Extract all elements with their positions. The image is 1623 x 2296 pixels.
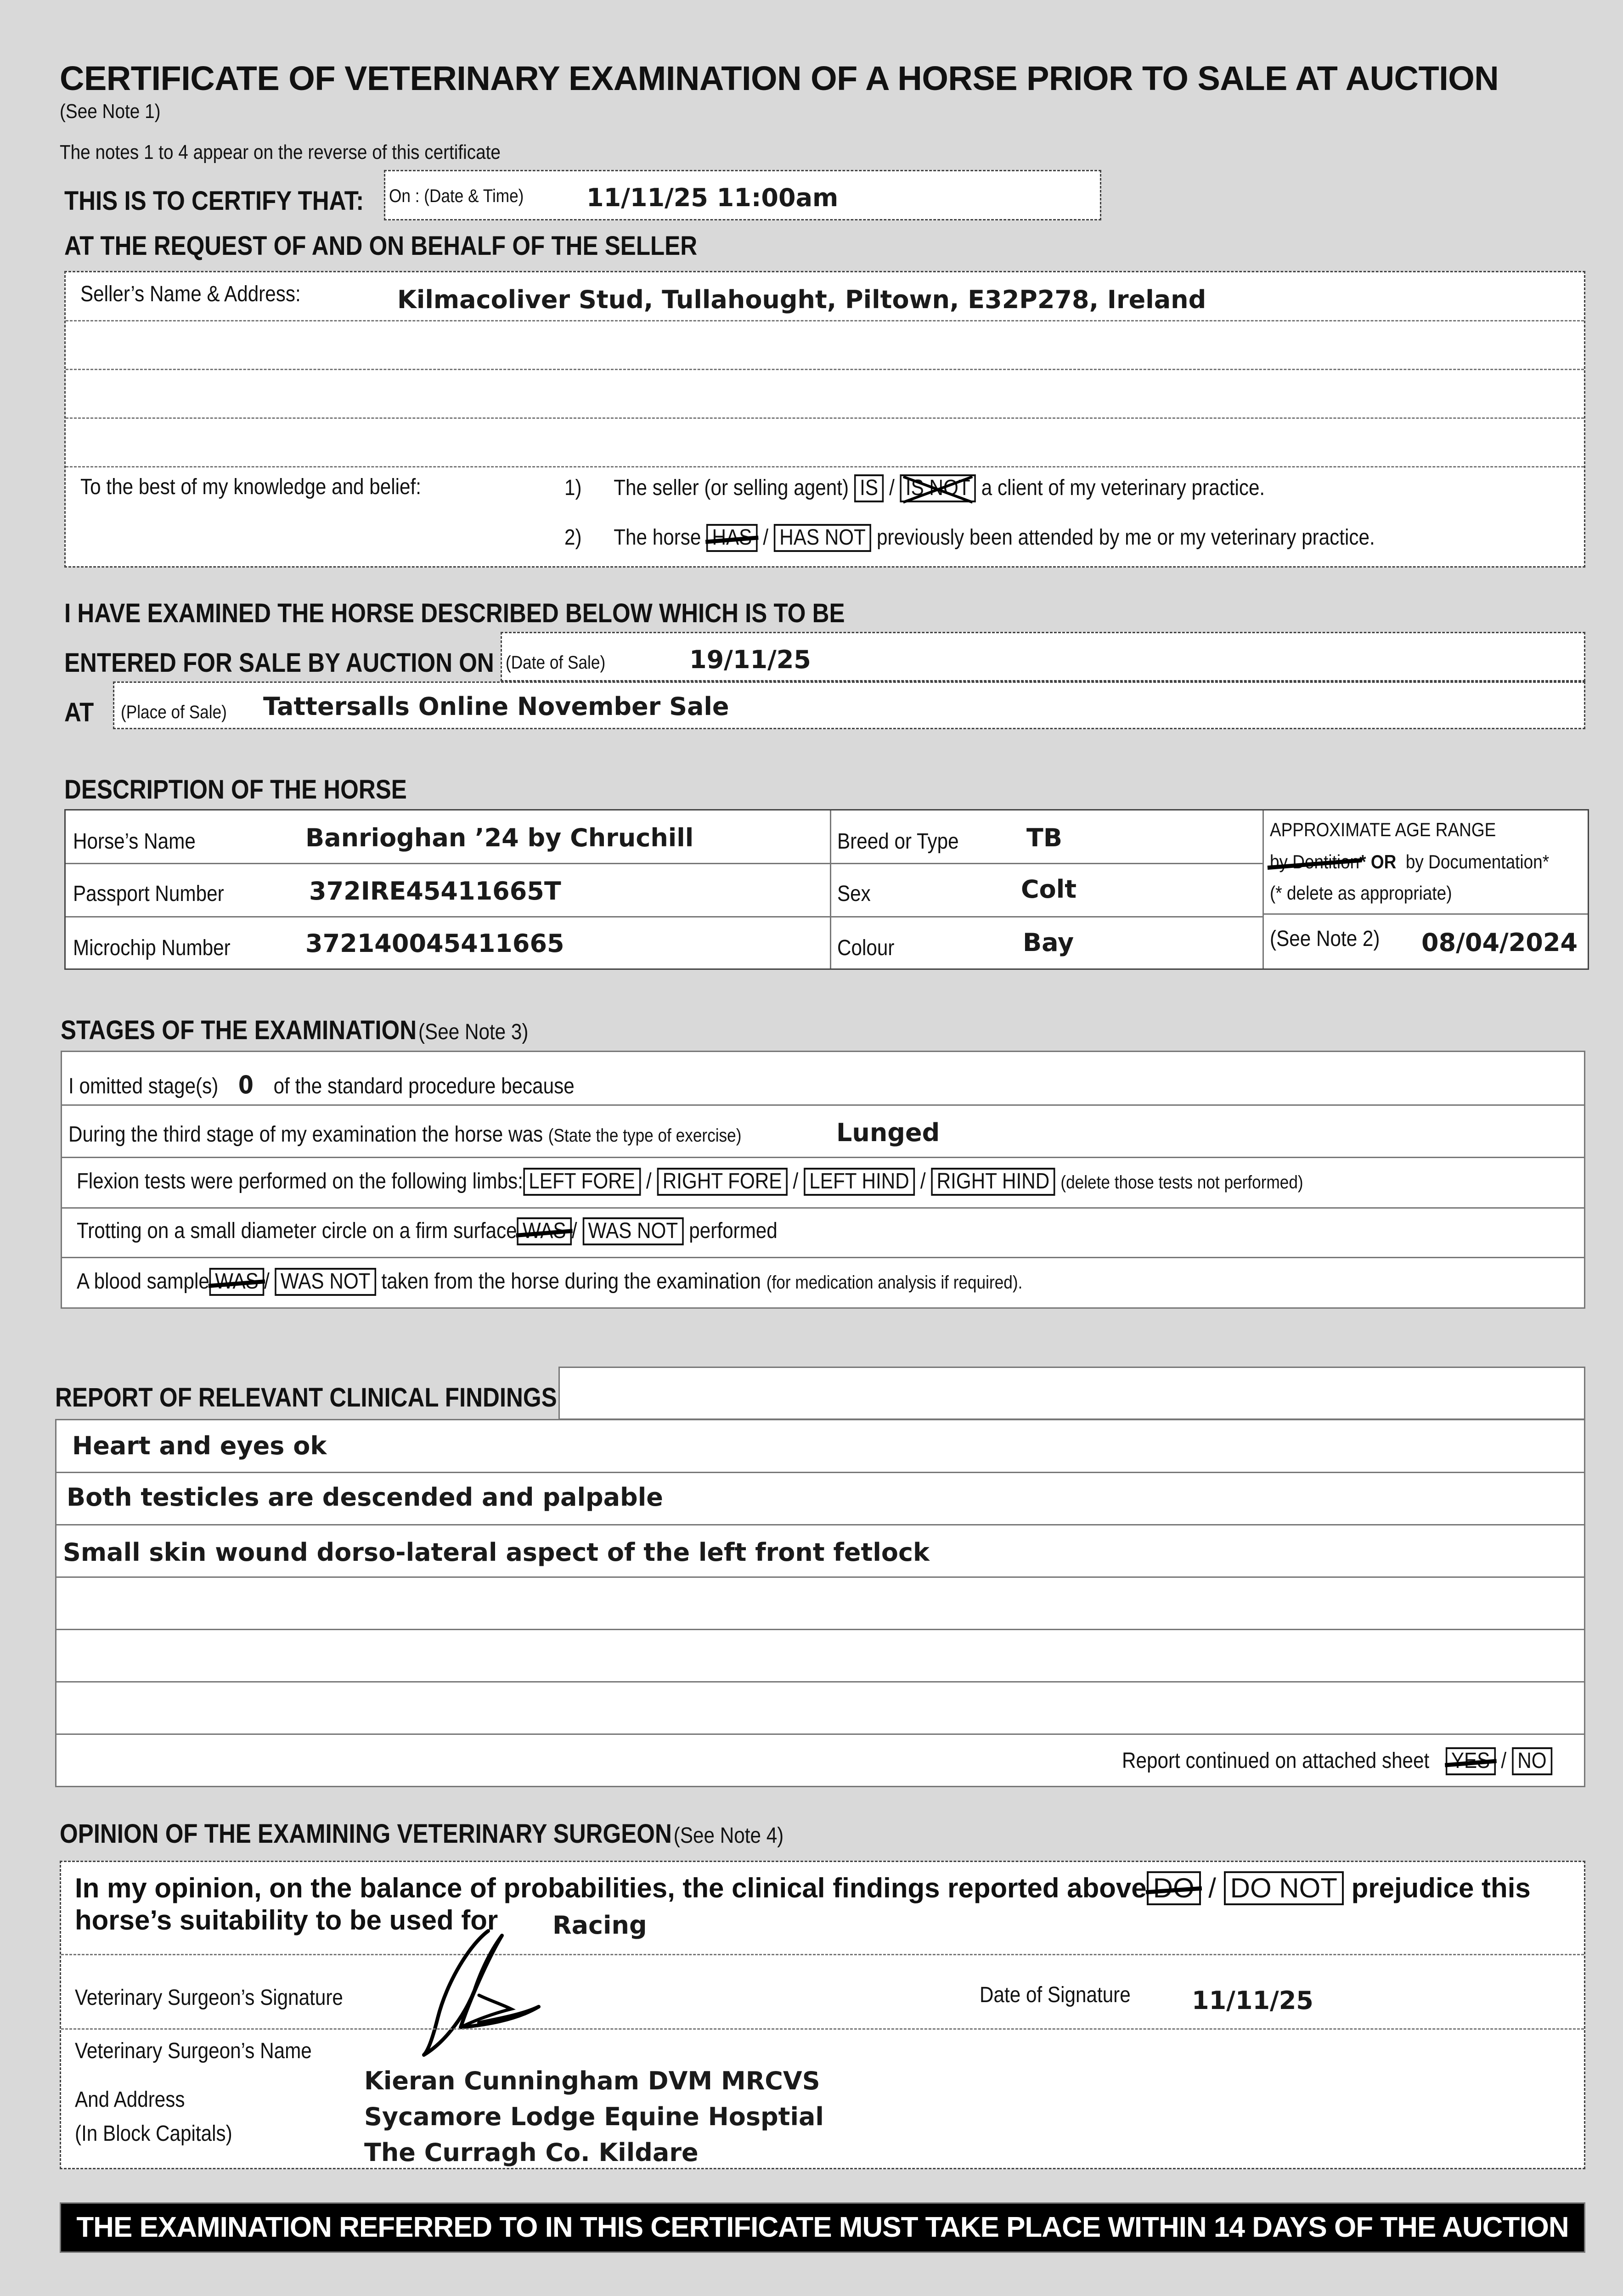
vet-name-address[interactable]	[364, 2063, 824, 2171]
on-date-label: On : (Date & Time)	[389, 186, 524, 206]
stages-title: STAGES OF THE EXAMINATION	[61, 1015, 417, 1045]
item2-suffix: previously been attended by me or my veterinary practice.	[877, 525, 1375, 550]
seller-line	[66, 466, 1584, 467]
seller-line	[66, 417, 1584, 419]
intended-use-value[interactable]: Racing	[552, 1911, 647, 1940]
continued-no-option[interactable]: NO	[1512, 1747, 1552, 1775]
row-divider	[1262, 913, 1588, 915]
omitted-post: of the standard procedure because	[273, 1074, 575, 1098]
age-range-heading: APPROXIMATE AGE RANGE	[1270, 819, 1496, 840]
row-divider	[56, 1576, 1584, 1578]
findings-heading-box	[558, 1367, 1585, 1420]
trot-row	[77, 1217, 778, 1245]
horse-name-label: Horse’s Name	[73, 829, 196, 854]
sale-heading: I HAVE EXAMINED THE HORSE DESCRIBED BELOW WHICH IS TO BE	[64, 598, 845, 628]
row-divider	[56, 1524, 1584, 1525]
flexion-separator: /	[646, 1169, 652, 1193]
blood-was-option[interactable]: WAS	[209, 1268, 264, 1296]
age-dentition-option[interactable]: by Dentition	[1270, 851, 1360, 872]
breed-value[interactable]: TB	[1026, 823, 1062, 852]
vet-name: Kieran Cunningham DVM MRCVS	[364, 2066, 820, 2095]
opinion-do-not-option[interactable]: DO NOT	[1224, 1871, 1344, 1905]
third-stage-row	[68, 1122, 741, 1147]
opinion-line-2: horse’s suitability to be used for	[75, 1905, 498, 1936]
opinion-do-option[interactable]: DO	[1147, 1871, 1201, 1905]
blood-was-not-option[interactable]: WAS NOT	[275, 1268, 376, 1296]
opinion-heading	[60, 1818, 783, 1849]
colour-value[interactable]: Bay	[1023, 928, 1074, 957]
row-divider	[62, 1104, 1584, 1106]
vet-name-label: Veterinary Surgeon’s Name	[75, 2039, 312, 2063]
sale-date-label: (Date of Sale)	[506, 653, 606, 673]
seller-value[interactable]: Kilmacoliver Stud, Tullahought, Piltown, E32P278, Ireland	[397, 285, 1206, 314]
knowledge-label: To the best of my knowledge and belief:	[80, 475, 422, 499]
has-not-option[interactable]: HAS NOT	[774, 524, 871, 552]
stages-heading	[61, 1015, 528, 1046]
signature-scribble	[419, 1926, 658, 2060]
stages-note: (See Note 3)	[418, 1020, 529, 1044]
age-method	[1270, 851, 1549, 873]
attended-statement	[564, 524, 1375, 552]
row-divider	[56, 1733, 1584, 1735]
seller-line	[66, 369, 1584, 370]
opinion-text-post: prejudice this	[1351, 1873, 1531, 1903]
vet-address-line: The Curragh Co. Kildare	[364, 2138, 699, 2167]
breed-label: Breed or Type	[837, 829, 959, 854]
item2-separator: /	[763, 525, 769, 550]
item2-text: The horse	[614, 525, 701, 550]
on-date-field[interactable]	[384, 170, 1101, 220]
row-divider	[62, 1207, 1584, 1209]
finding-line[interactable]: Heart and eyes ok	[72, 1431, 327, 1460]
sale-place-value: Tattersalls Online November Sale	[263, 692, 729, 721]
row-divider	[56, 1472, 1584, 1473]
sale-place-field[interactable]	[113, 681, 1585, 729]
sex-value[interactable]: Colt	[1021, 875, 1077, 904]
age-see-note: (See Note 2)	[1270, 927, 1380, 951]
opinion-text-pre: In my opinion, on the balance of probabilities, the clinical findings reported above	[75, 1873, 1147, 1903]
blood-row	[77, 1268, 1022, 1296]
colour-label: Colour	[837, 936, 895, 960]
sale-date-field[interactable]	[501, 632, 1585, 681]
row-divider	[56, 1681, 1584, 1683]
age-documentation-option[interactable]: by Documentation*	[1405, 851, 1550, 872]
sale-place-label: (Place of Sale)	[121, 702, 227, 722]
trot-pre: Trotting on a small diameter circle on a firm surface	[77, 1219, 517, 1243]
omitted-pre: I omitted stage(s)	[68, 1074, 219, 1098]
omitted-value[interactable]: 0	[238, 1070, 254, 1099]
flexion-separator: /	[793, 1169, 799, 1193]
third-stage-label: During the third stage of my examination the horse was	[68, 1122, 543, 1147]
sale-heading-2: ENTERED FOR SALE BY AUCTION ON	[64, 648, 494, 678]
microchip-label: Microchip Number	[73, 936, 231, 960]
third-stage-value[interactable]: Lunged	[836, 1118, 940, 1147]
is-option[interactable]: IS	[854, 474, 884, 502]
date-of-signature-label: Date of Signature	[980, 1983, 1131, 2007]
age-delete-note: (* delete as appropriate)	[1270, 882, 1452, 904]
seller-box	[64, 271, 1585, 568]
passport-label: Passport Number	[73, 882, 224, 906]
continued-separator: /	[1501, 1749, 1507, 1773]
row-divider	[61, 2028, 1584, 2030]
passport-value[interactable]: 372IRE45411665T	[309, 877, 561, 906]
row-divider	[62, 1257, 1584, 1258]
vet-address-label: And Address	[75, 2088, 185, 2112]
certify-heading: THIS IS TO CERTIFY THAT:	[64, 186, 364, 216]
vet-address-line: Sycamore Lodge Equine Hosptial	[364, 2102, 824, 2131]
third-stage-note: (State the type of exercise)	[548, 1125, 742, 1146]
trot-post: performed	[689, 1219, 778, 1243]
flexion-row	[77, 1168, 1303, 1196]
row-divider	[61, 1954, 1584, 1955]
left-fore-option[interactable]: LEFT FORE	[523, 1168, 641, 1196]
description-table	[64, 809, 1589, 970]
findings-table	[55, 1419, 1585, 1787]
item1-separator: /	[889, 476, 895, 500]
flexion-note: (delete those tests not performed)	[1060, 1172, 1303, 1193]
horse-name-value[interactable]: Banrioghan ’24 by Chruchill	[305, 823, 694, 852]
column-divider	[830, 810, 831, 968]
trot-was-option[interactable]: WAS	[517, 1217, 572, 1245]
report-continued-row	[1122, 1747, 1552, 1775]
has-option[interactable]: HAS	[706, 524, 757, 552]
row-divider	[56, 1629, 1584, 1630]
signature-stroke	[424, 1931, 539, 2055]
microchip-value[interactable]: 372140045411665	[305, 929, 564, 958]
blood-separator: /	[264, 1269, 270, 1294]
row-divider	[66, 916, 1262, 917]
flexion-separator: /	[920, 1169, 926, 1193]
row-divider	[62, 1157, 1584, 1158]
seller-line	[66, 320, 1584, 321]
item1-text: The seller (or selling agent)	[614, 476, 849, 500]
date-of-signature-value[interactable]: 11/11/25	[1192, 1986, 1313, 2015]
trot-separator: /	[571, 1219, 577, 1243]
flexion-pre: Flexion tests were performed on the following limbs:	[77, 1169, 523, 1193]
stages-table	[61, 1051, 1585, 1309]
on-date-value: 11/11/25 11:00am	[586, 183, 839, 212]
description-heading: DESCRIPTION OF THE HORSE	[64, 775, 407, 805]
column-divider	[1262, 810, 1264, 968]
sale-date-value: 19/11/25	[689, 645, 811, 674]
trot-was-not-option[interactable]: WAS NOT	[582, 1217, 683, 1245]
age-or: * OR	[1359, 851, 1397, 872]
opinion-note: (See Note 4)	[673, 1823, 784, 1848]
opinion-box	[60, 1861, 1585, 2169]
blood-post: taken from the horse during the examination	[381, 1269, 761, 1294]
item1-suffix: a client of my veterinary practice.	[981, 476, 1265, 500]
request-heading: AT THE REQUEST OF AND ON BEHALF OF THE SELLER	[64, 231, 698, 261]
is-not-option[interactable]: IS NOT	[900, 474, 976, 502]
block-capitals-label: (In Block Capitals)	[75, 2122, 232, 2146]
right-hind-option[interactable]: RIGHT HIND	[931, 1168, 1055, 1196]
certificate-title: CERTIFICATE OF VETERINARY EXAMINATION OF A HORSE PRIOR TO SALE AT AUCTION	[60, 59, 1499, 97]
opinion-title: OPINION OF THE EXAMINING VETERINARY SURGEON	[60, 1819, 672, 1849]
opinion-separator: /	[1208, 1873, 1216, 1903]
finding-line[interactable]: Both testicles are descended and palpable	[67, 1483, 663, 1512]
omitted-row	[68, 1070, 575, 1099]
sex-label: Sex	[837, 882, 871, 906]
age-value[interactable]: 08/04/2024	[1421, 928, 1578, 957]
footer-text: THE EXAMINATION REFERRED TO IN THIS CERTIFICATE MUST TAKE PLACE WITHIN 14 DAYS OF THE AUCTION	[76, 2212, 1569, 2243]
continued-yes-option[interactable]: YES	[1445, 1747, 1495, 1775]
blood-note: (for medication analysis if required).	[766, 1272, 1023, 1293]
title-note: (See Note 1)	[60, 100, 161, 123]
item2-number: 2)	[564, 525, 582, 550]
findings-heading: REPORT OF RELEVANT CLINICAL FINDINGS	[55, 1383, 557, 1412]
row-divider	[66, 863, 1262, 864]
notes-intro: The notes 1 to 4 appear on the reverse of this certificate	[60, 141, 501, 163]
signature-label: Veterinary Surgeon’s Signature	[75, 1986, 343, 2010]
right-fore-option[interactable]: RIGHT FORE	[657, 1168, 787, 1196]
finding-line[interactable]: Small skin wound dorso-lateral aspect of the left front fetlock	[63, 1538, 930, 1567]
footer-banner	[60, 2202, 1585, 2253]
continued-label: Report continued on attached sheet	[1122, 1749, 1430, 1773]
opinion-statement	[75, 1871, 1531, 1905]
blood-pre: A blood sample	[77, 1269, 209, 1294]
client-statement	[564, 474, 1265, 502]
left-hind-option[interactable]: LEFT HIND	[804, 1168, 915, 1196]
sale-at-label: AT	[64, 698, 94, 727]
item1-number: 1)	[564, 476, 582, 500]
seller-label: Seller’s Name & Address:	[80, 282, 301, 306]
